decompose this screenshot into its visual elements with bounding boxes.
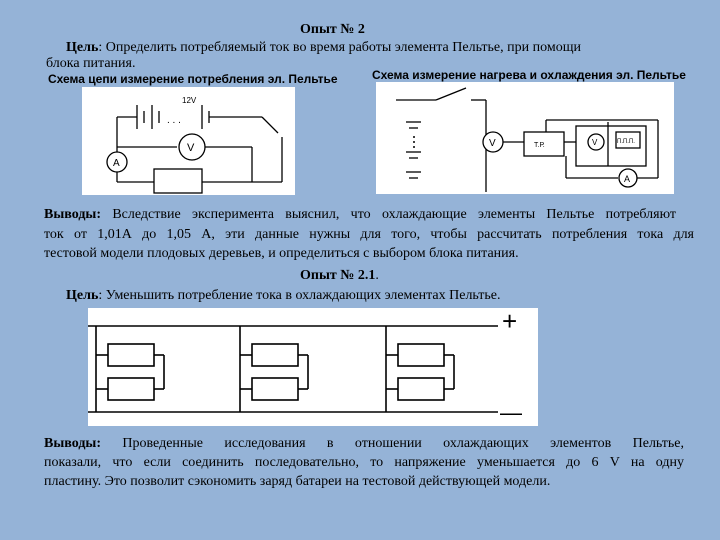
goal-text-cont: блока питания. — [46, 56, 136, 71]
right-circuit-diagram — [376, 82, 674, 194]
voltmeter-label: V — [187, 142, 195, 154]
conclusion1-label: Выводы: — [44, 207, 102, 222]
experiment2-goal — [66, 286, 501, 305]
goal2-text: : Уменьшить потребление тока в охлаждающих элементах Пельтье. — [98, 288, 501, 303]
conclusion2-line2: показали, что если соединить последовательно, то напряжение уменьшается до 6 V на одну — [44, 455, 684, 470]
ammeter-label: A — [113, 158, 120, 169]
plus-terminal: + — [502, 308, 518, 336]
conclusion1-line1 — [44, 205, 676, 224]
ppp-label: П.П.П. — [617, 139, 635, 145]
right-diagram-caption: Схема измерение нагрева и охлаждения эл. Пельтье — [372, 68, 686, 82]
left-diagram-caption: Схема цепи измерение потребления эл. Пельтье — [48, 72, 338, 86]
right-circuit-svg — [376, 82, 674, 194]
goal2-label: Цель — [66, 288, 99, 303]
goal-label: Цель — [66, 40, 99, 55]
battery-dots: . . . — [167, 115, 181, 126]
conclusion1-text1: Вследствие эксперимента выяснил, что охлаждающие элементы Пельтье потребляют — [101, 207, 676, 222]
conclusion2-line3: пластину. Это позволит сэкономить заряд батареи на тестовой действующей модели. — [44, 474, 551, 489]
conclusion2-line1 — [44, 434, 684, 453]
minus-terminal: — — [500, 400, 522, 425]
left-circuit-svg — [82, 87, 295, 195]
right-voltmeter-label: V — [489, 138, 496, 149]
voltage-label: 12V — [182, 96, 197, 105]
left-circuit-diagram — [82, 87, 295, 195]
experiment2-title-dot: . — [375, 268, 379, 283]
experiment-goal — [66, 38, 666, 57]
right-ammeter-label: A — [624, 174, 631, 184]
bottom-circuit-svg — [88, 308, 538, 426]
experiment2-title — [300, 268, 379, 284]
conclusion1-line2: ток от 1,01А до 1,05 А, эти данные нужны для того, чтобы рассчитать потребления тока для — [44, 227, 694, 242]
conclusion2-label: Выводы: — [44, 436, 102, 451]
conclusion2-text1: Проведенные исследования в отношении охлаждающих элементов Пельтье, — [101, 436, 684, 451]
second-voltmeter-label: V — [592, 138, 598, 147]
goal-text: : Определить потребляемый ток во время работы элемента Пельтье, при помощи — [98, 40, 581, 55]
bottom-circuit-diagram — [88, 308, 538, 426]
tr-label: Т.Р. — [534, 142, 545, 149]
experiment-title: Опыт № 2 — [300, 22, 365, 37]
conclusion1-line3: тестовой модели плодовых деревьев, и определиться с выбором блока питания. — [44, 246, 519, 261]
experiment2-title-text: Опыт № 2.1 — [300, 268, 376, 283]
